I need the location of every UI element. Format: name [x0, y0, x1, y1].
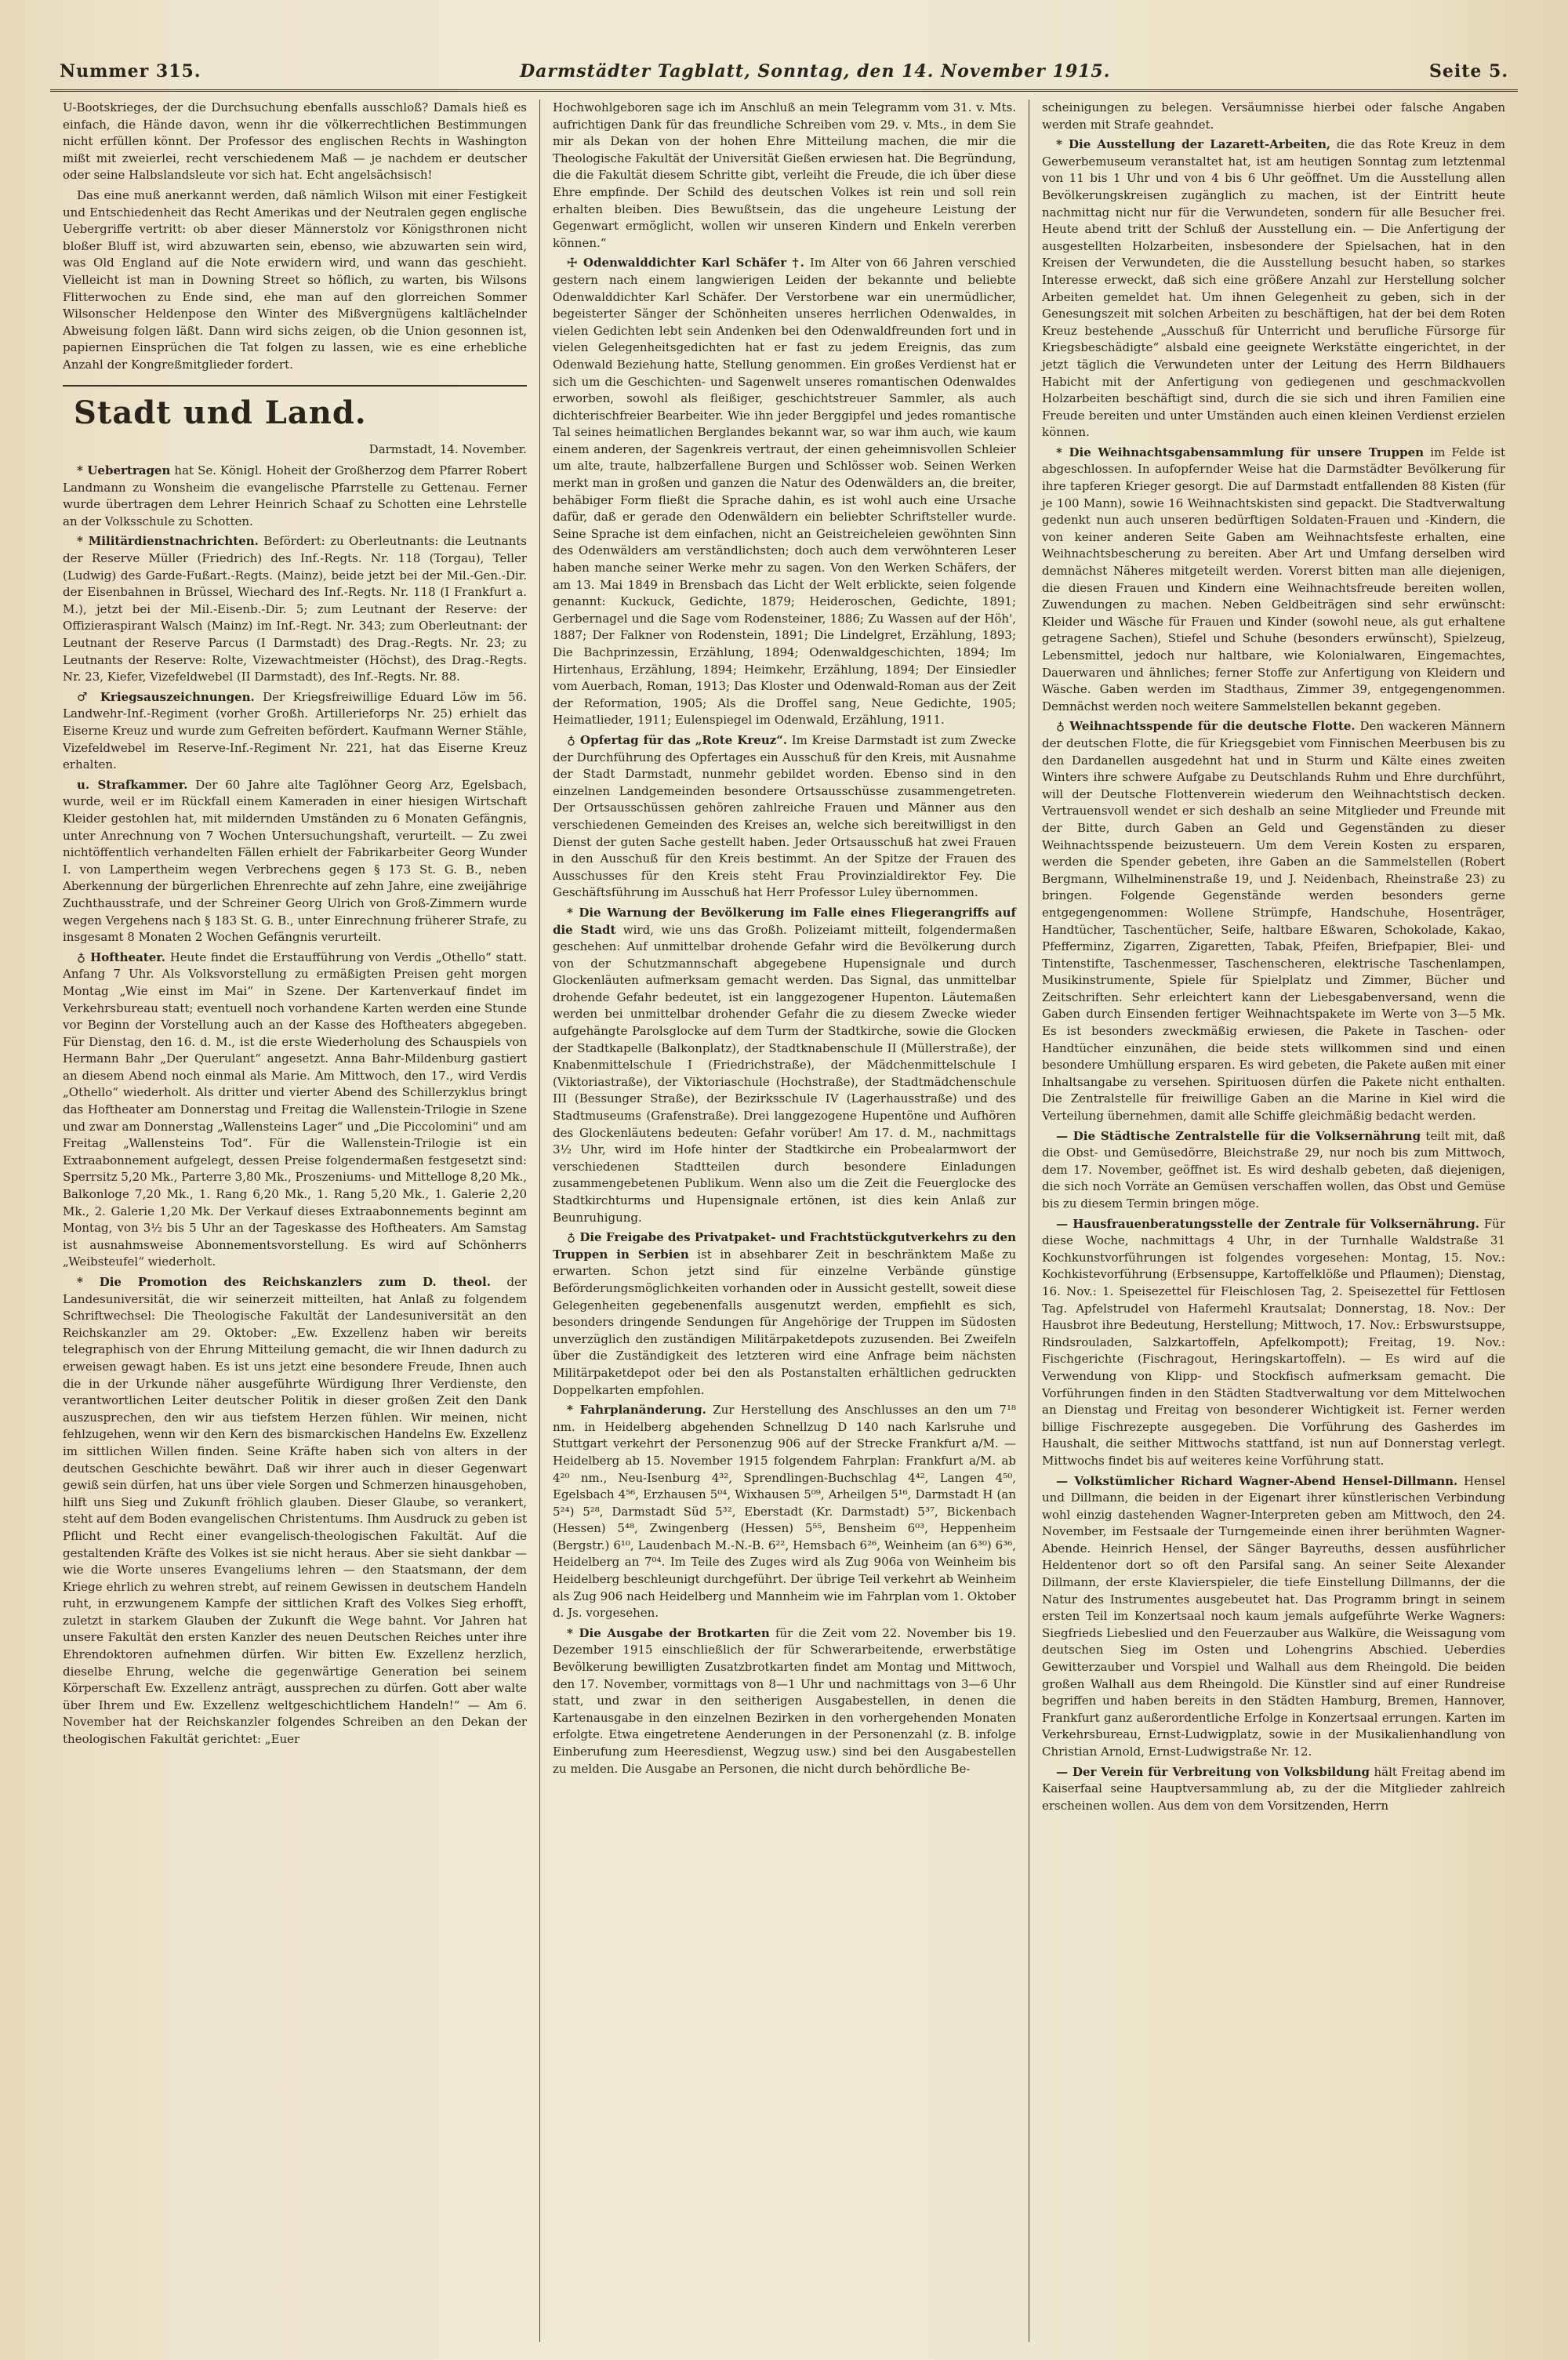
news-item [1042, 1216, 1505, 1470]
news-item [1042, 445, 1505, 716]
issue-number: Nummer 315. [60, 61, 201, 82]
item-text: im Felde ist abgeschlossen. In aufopfernder Weise hat die Darmstädter Bevölkerung für ihre tapferen Krieger gesorgt. Die auf Darmstadt entfallenden 88 Kisten (für je 100 Mann), sowie 16 Weihnachtskisten sind gepackt. Die Stadtverwaltung gedenkt nun auch unseren bedürftigen Soldaten-Frauen und -Kindern, die von keiner anderen Seite Gaben am Weihnachtsfeste erhalten, eine Weihnachtsbescherung zu bereiten. Aber Art und Umfang derselben wird demnächst Näheres mitgeteilt werden. Vorerst bitten man alle diejenigen, die diesen Frauen und Kindern eine Weihnachtsfreude bereiten wollen, Zuwendungen zu machen. Neben Geldbeiträgen sind sehr erwünscht: Kleider und Wäsche für Frauen und Kinder (sowohl neue, als gut erhaltene getragene Sachen), Stiefel und Schuhe (besonders erwünscht), Spielzeug, Lebensmittel, jedoch nur haltbare, wie Kolonialwaren, Eingemachtes, Dauerwaren und ähnliches; ferner Stoffe zur Anfertigung von Kleidern und Wäsche. Gaben werden im Stadthaus, Zimmer 39, entgegengenommen. Demnächst werden noch weitere Sammelstellen bekannt gegeben. [1042, 445, 1506, 713]
newspaper-title: Darmstädter Tagblatt, Sonntag, den 14. November 1915. [520, 61, 1111, 82]
item-heading: * Fahrplanänderung. [567, 1403, 706, 1418]
item-heading: — Volkstümlicher Richard Wagner-Abend Hensel-Dillmann. [1056, 1473, 1458, 1488]
item-text: teilt mit, daß die Obst- und Gemüsedörre, Bleichstraße 29, nur noch bis zum Mittwoch, dem 17. November, geöffnet ist. Es wird deshalb gebeten, daß diejenigen, die sich noch Vorräte an Gemüsen verschaffen wollen, das Obst und Gemüse bis zu diesem Termin bringen möge. [1042, 1128, 1506, 1211]
item-heading: ♁ Opfertag für das „Rote Kreuz“. [567, 732, 788, 747]
masthead [50, 61, 1518, 92]
item-text: Der Kriegsfreiwillige Eduard Löw im 56. Landwehr-Inf.-Regiment (vorher Großh. Artillerieforps Nr. 25) erhielt das Eiserne Kreuz und wurde zum Gefreiten befördert. Kaufmann Werner Stähle, Vizefeldwebel im Reserve-Inf.-Regiment Nr. 221, hat das Eiserne Kreuz erhalten. [63, 689, 528, 772]
item-text: hält Freitag abend im Kaiserfaal seine Hauptversammlung ab, zu der die Mitglieder zahlreich erscheinen wollen. Aus dem von dem Vorsitzenden, Herrn [1042, 1764, 1505, 1813]
news-item [553, 905, 1016, 1226]
news-item [1042, 1473, 1505, 1761]
item-text: ist in absehbarer Zeit in beschränktem Maße zu erwarten. Schon jetzt sind für einzelne Verbände günstige Beförderungsmöglichkeiten vorhanden oder in Aussicht gestellt, soweit diese Gelegenheiten gegebenenfalls ausgenutzt werden, empfiehlt es sich, besonders dringende Sendungen für Angehörige der Truppen im Südosten unverzüglich den zuständigen Militärpaketdepots zuzusenden. Bei Zweifeln über die Zuständigkeit des letzteren wird eine Anfrage beim nächsten Militärpaketdepot oder bei den als Postanstalten erhältlichen gedruckten Doppelkarten empfohlen. [553, 1247, 1016, 1397]
item-heading: * Die Warnung der Bevölkerung im Falle eines Fliegerangriffs auf die Stadt [553, 905, 1016, 937]
news-item [553, 255, 1016, 729]
dateline: Darmstadt, 14. November. [368, 441, 527, 456]
item-heading: — Hausfrauenberatungsstelle der Zentrale für Volksernährung. [1056, 1216, 1479, 1231]
news-item [63, 1274, 527, 1748]
news-item [63, 689, 527, 774]
article-paragraph: Das eine muß anerkannt werden, daß nämlich Wilson mit einer Festigkeit und Entschiedenheit das Recht Amerikas und der Neutralen gegen englische Uebergriffe vertritt: ob aber dieser Männerstolz vor Königsthronen nicht bloßer Bluff ist, wird abzuwarten sein, ebenso, wie abzuwarten sein wird, was Old England auf die Note erwidern wird, und wann das geschieht. Vielleicht ist man in Downing Street so höflich, zu warten, bis Wilsons Flitterwochen zu Ende sind, ehe man auf den glorreichen Sommer Wilsonscher Heldenpose den Winter des Mißvergnügens kaltlächelnder Abweisung folgen läßt. Dann wird sichs zeigen, ob die Union gesonnen ist, papiernen Einsprüchen die Tat folgen zu lassen, wie es eine erhebliche Anzahl der Kongreßmitglieder fordert. [63, 187, 527, 372]
item-text: Der 60 Jahre alte Taglöhner Georg Arz, Egelsbach, wurde, weil er im Rückfall einem Kameraden in einer hiesigen Wirtschaft Kleider gestohlen hat, mit mildernden Umständen zu 6 Monaten Gefängnis, unter Anrechnung von 7 Wochen Untersuchungshaft, verurteilt. — Zu zwei nichtöffentlich verhandelten Fällen erhielt der Fabrikarbeiter Georg Wunder I. von Lampertheim wegen Verbrechens gegen § 173 St. G. B., neben Aberkennung der bürgerlichen Ehrenrechte auf zehn Jahre, eine zweijährige Zuchthausstrafe, und der Schreiner Georg Ulrich von Groß-Zimmern wurde wegen Vergehens nach § 183 St. G. B., unter Einrechnung früherer Strafe, zu insgesamt 8 Monaten 2 Wochen Gefängnis verurteilt. [63, 777, 527, 945]
item-text: Den wackeren Männern der deutschen Flotte, die für Kriegsgebiet vom Finnischen Meerbusen bis zu den Dardanellen ausgedehnt hat und in Sturm und Kälte eines zweiten Winters ihre schwere Aufgabe zu Deutschlands Ruhm und Ehre durchführt, will der Deutsche Flottenverein wiederum den Weihnachtstisch decken. Vertrauensvoll wendet er sich deshalb an seine Mitglieder und Freunde mit der Bitte, durch Gaben an Geld und Gegenständen zu dieser Weihnachtsspende beizusteuern. Um dem Verein Kosten zu ersparen, werden die Spender gebeten, ihre Gaben an die Sammelstellen (Robert Bergmann, Wilhelminenstraße 19, und J. Neidenbach, Rheinstraße 23) zu bringen. Folgende Gegenstände werden besonders gerne entgegengenommen: Wollene Strümpfe, Handschuhe, Hosenträger, Handtücher, Taschentücher, Seife, haltbare Eßwaren, Schokolade, Kakao, Pfefferminz, Zigarren, Zigaretten, Tabak, Pfeifen, Briefpapier, Blei- und Tintenstifte, Taschenmesser, Taschenscheren, elektrische Taschenlampen, Musikinstrumente, Spiele für Spielplatz und Zimmer, Bücher und Zeitschriften. Sehr erleichtert kann der Liebesgabenversand, wenn die Gaben durch Einsenden fertiger Weihnachtspakete im Werte von 3—5 Mk. Es ist besonders zweckmäßig erwiesen, die Pakete in Taschen- oder Handtücher einzunähen, die beide stets willkommen sind und einen besondere Umhüllung ersparen. Es wird gebeten, die Pakete außen mit einer Inhaltsangabe zu versehen. Spirituosen dürfen die Pakete nicht enthalten. Die Zentralstelle für freiwillige Gaben an die Marine in Kiel wird die Verteilung übernehmen, damit alle Schiffe gleichmäßig bedacht werden. [1042, 719, 1505, 1124]
item-heading: — Die Städtische Zentralstelle für die Volksernährung [1056, 1128, 1421, 1143]
item-text: Befördert: zu Oberleutnants: die Leutnants der Reserve Müller (Friedrich) des Inf.-Regts. Nr. 118 (Torgau), Teller (Ludwig) des Garde-Fußart.-Regts. (Mainz), beide jetzt bei der Mil.-Gen.-Dir. der Eisenbahnen in Brüssel, Wiechard des Inf.-Regts. Nr. 118 (I Frankfurt a. M.), jetzt bei der Mil.-Eisenb.-Dir. 5; zum Leutnant der Reserve: der Offizieraspirant Walsch (Mainz) im Inf.-Regt. Nr. 343; zum Oberleutnant: der Leutnant der Reserve Parcus (I Darmstadt) des Drag.-Regts. Nr. 23; zu Leutnants der Reserve: Rolte, Vizewachtmeister (Höchst), des Drag.-Regts. Nr. 23, Kiefer, Vizefeldwebel (II Darmstadt), des Inf.-Regts. Nr. 88. [63, 534, 527, 684]
item-text: wird, wie uns das Großh. Polizeiamt mitteilt, folgendermaßen geschehen: Auf unmittelbar drohende Gefahr wird die Bevölkerung durch von der Schutzmannschaft abgegebene Hupensignale und durch Glockenläuten aufmerksam gemacht werden. Das Signal, das unmittelbar drohende Gefahr bedeutet, ist ein langgezogener Hupenton. Läutemaßen werden bei unmittelbar drohender Gefahr die zu diesem Zwecke wieder aufgehängte Parolsglocke auf dem Turm der Stadtkirche, sowie die Glocken der Stadtkapelle (Balkonplatz), der Stadtknabenschule II (Müllerstraße), der Knabenmittelschule I (Friedrichstraße), der Mädchenmittelschule I (Viktoriastraße), der Viktoriaschule (Hochstraße), der Stadtmädchenschule III (Bessunger Straße), der Bezirksschule IV (Lagerhausstraße) und des Stadtmuseums (Grafenstraße). Drei langgezogene Hupentöne und Aufhören des Glockenläutens bedeuten: Gefahr vorüber! Am 17. d. M., nachmittags 3½ Uhr, wird im Hofe hinter der Stadtkirche ein Probealarmwort der verschiedenen Stadtteilen durch besondere Einladungen zusammengebetenen Publikum. Wenn also um die Zeit die Feuerglocke des Stadtkirchturms und Hupensignale ertönen, ist dies kein Anlaß zur Beunruhigung. [553, 922, 1016, 1225]
item-heading: ☩ Odenwalddichter Karl Schäfer †. [567, 256, 804, 270]
item-text: für die Zeit vom 22. November bis 19. Dezember 1915 einschließlich der für Schwerarbeitende, erwerbstätige Bevölkerung bewilligten Zusatzbrotkarten findet am Montag und Mittwoch, den 17. November, vormittags von 8—1 Uhr und nachmittags von 3—6 Uhr statt, und zwar in den seitherigen Ausgabestellen, in denen die Kartenausgabe in den einzelnen Bezirken in den vorhergehenden Monaten erfolgte. Etwa eingetretene Aenderungen in der Personenzahl (z. B. infolge Einberufung zum Heeresdienst, Wegzug usw.) sind bei den Ausgabestellen zu melden. Die Ausgabe an Personen, die nicht durch behördliche Be- [553, 1625, 1017, 1776]
item-heading: ♁ Weihnachtsspende für die deutsche Flotte. [1056, 719, 1356, 734]
news-item [553, 732, 1016, 902]
news-item [63, 777, 527, 946]
item-text: hat Se. Königl. Hoheit der Großherzog dem Pfarrer Robert Landmann zu Wonsheim die evangelische Pfarrstelle zu Gettenau. Ferner wurde übertragen dem Lehrer Heinrich Schaaf zu Schotten eine Lehrstelle an der Volksschule zu Schotten. [63, 463, 527, 528]
article-paragraph: Hochwohlgeboren sage ich im Anschluß an mein Telegramm vom 31. v. Mts. aufrichtigen Dank für das freundliche Schreiben vom 29. v. Mts., in dem Sie mir als Dekan von der hohen Ehre Mitteilung machen, die mir die Theologische Fakultät der Universität Gießen erwiesen hat. Die Begründung, die die Fakultät diesem Schritte gibt, verleiht die Freude, die ich über diese Ehre empfinde. Der Schild des deutschen Volkes ist rein und soll rein erhalten bleiben. Dies Bewußtsein, das die ungeheure Leistung der Gegenwart ermöglicht, wollen wir unseren Kindern und Enkeln vererben können.“ [553, 100, 1016, 250]
news-item [63, 949, 527, 1271]
news-item [1042, 136, 1505, 441]
news-item [553, 1625, 1016, 1777]
item-text: der Landesuniversität, die wir seinerzeit mitteilten, hat Anlaß zu folgendem Schriftwechsel: Die Theologische Fakultät der Landesuniversität an den Reichskanzler am 29. Oktober: „Ew. Exzellenz haben wir bereits telegraphisch von der Ehrung Mitteilung gemacht, die wir Ihnen dadurch zu erweisen gewagt haben. Es ist uns jetzt eine besondere Freude, Ihnen auch die in der Urkunde näher ausgeführte Würdigung Ihrer Verdienste, den verantwortlichen Leiter deutscher Politik in dieser großen Zeit den Dank auszusprechen, den wir aus tiefstem Herzen fühlen. Wir meinen, nicht fehlzugehen, wenn wir den Kern des bismarckischen Handelns Ew. Exzellenz im sittlichen Willen finden. Seine Kräfte haben sich von alters in der deutschen Geschichte bewährt. Daß wir ihrer auch in dieser Gegenwart gewiß sein dürfen, hat uns über viele Sorgen und Schmerzen hinausgehoben, hilft uns Sieg und Zukunft fröhlich glauben. Dieser Glaube, so verankert, steht auf dem Boden evangelischen Christentums. Ihm Ausdruck zu geben ist Pflicht und Recht einer evangelisch-theologischen Fakultät. Auf die gestaltenden Kräfte des Volkes ist sie nicht heraus. Aber sie sieht dankbar — wie die Worte unseres Evangeliums lehren — den Staatsmann, der dem Kriege ehrlich zu wehren strebt, auf reinem Gewissen in deutschem Handeln ruht, in erzwungenem Kampfe der sittlichen Kraft des Volkes Sieg erhofft, zuletzt in starkem Glauben der Zukunft die Wege bahnt. Vor Jahren hat unsere Fakultät den ersten Kanzler des neuen Deutschen Reiches unter ihre Ehrendoktoren aufnehmen dürfen. Wir bitten Ew. Exzellenz herzlich, dieselbe Ehrung, welche die gegenwärtige Generation bei seinem Körperschaft Ew. Exzellenz anträgt, aussprechen zu dürfen. Gott aber walte über Ihrem und Ew. Exzellenz weltgeschichtlichem Handeln!“ — Am 6. November hat der Reichskanzler folgendes Schreiben an den Dekan der theologischen Fakultät gerichtet: „Euer [63, 1275, 528, 1747]
news-item [553, 1229, 1016, 1399]
news-item [63, 463, 527, 530]
news-item [1042, 1764, 1505, 1815]
news-item [63, 533, 527, 685]
news-item [553, 1402, 1016, 1622]
column-1 [50, 100, 539, 2342]
item-text: Heute findet die Erstaufführung von Verdis „Othello“ statt. Anfang 7 Uhr. Als Volksvorstellung zu ermäßigten Preisen geht morgen Montag „Wie einst im Mai“ in Szene. Der Kartenverkauf findet im Verkehrsbureau statt; eventuell noch vorhandene Karten werden eine Stunde vor Beginn der Vorstellung auch an der Kasse des Hoftheaters abgegeben. Für Dienstag, den 16. d. M., ist die erste Wiederholung des Schauspiels von Hermann Bahr „Der Querulant“ angesetzt. Anna Bahr-Mildenburg gastiert an diesem Abend noch einmal als Marie. Am Mittwoch, den 17., wird Verdis „Othello“ wiederholt. Als dritter und vierter Abend des Schillerzyklus bringt das Hoftheater am Donnerstag und Freitag die Wallenstein-Trilogie in Szene und zwar am Donnerstag „Wallensteins Lager“ und „Die Piccolomini“ und am Freitag „Wallensteins Tod“. Für die Wallenstein-Trilogie ist ein Extraabonnement aufgelegt, dessen Preise folgendermaßen festgesetzt sind: Sperrsitz 5,20 Mk., Parterre 3,80 Mk., Proszeniums- und Mittelloge 8,20 Mk., Balkonloge 7,20 Mk., 1. Rang 6,20 Mk., 1. Rang 5,20 Mk., 1. Galerie 2,20 Mk., 2. Galerie 1,20 Mk. Der Verkauf dieses Extraabonnements beginnt am Montag, von 3½ bis 5 Uhr an der Tageskasse des Hoftheaters. Am Samstag ist ausnahmsweise Abonnementsvorstellung. Es wird auf Schönherrs „Weibsteufel“ wiederholt. [63, 949, 528, 1269]
news-item [1042, 1128, 1505, 1213]
item-heading: ♂ Kriegsauszeichnungen. [77, 689, 255, 704]
article-paragraph: U-Bootskrieges, der die Durchsuchung ebenfalls ausschloß? Damals hieß es einfach, die Hände davon, wenn ihr die völkerrechtlichen Bestimmungen nicht erfüllen könnt. Der Professor des englischen Rechts in Washington mißt mit zweierlei, recht verschiedenem Maß — je nachdem er deutscher oder seine Halbslandsleute vor sich hat. Echt angelsächsisch! [63, 100, 527, 183]
item-text: Im Alter von 66 Jahren verschied gestern nach einem langwierigen Leiden der bekannte und beliebte Odenwalddichter Karl Schäfer. Der Verstorbene war ein unermüdlicher, begeisterter Sänger der Schönheiten unseres herrlichen Odenwaldes, in vielen Gedichten lebt sein Andenken bei den Odenwaldfreunden fort und in vielen Gelegenheitsgedichten hat er fast zu jedem Ereignis, das zum Odenwald Beziehung hatte, Stellung genommen. Ein großes Verdienst hat er sich um die Geschichten- und Sagenwelt unseres romantischen Odenwaldes erworben, sowohl als fleißiger, geschichtstreuer Sammler, als auch dichterischfreier Bearbeiter. Wie ihn jeder Berggipfel und jedes romantische Tal seines heimatlichen Berglandes bekannt war, so war ihm auch, wie kaum einem anderen, der Sagenkreis vertraut, der einen geheimnisvollen Schleier um alte, traute, halbzerfallene Burgen und Schlösser wob. Seinen Werken merkt man in großen und ganzen die Natur des Odenwälders an, die breiter, behäbiger Form fließt die Sprache dahin, es ist wohl auch eine Ursache dafür, daß er gerade den Odenwäldern ein beliebter Schriftsteller wurde. Seine Sprache ist dem einfachen, nicht an Geistreicheleien gewöhnten Sinn des Odenwälders am verständlichsten; doch auch dem verwöhnteren Leser haben manche seiner Werke mehr zu sagen. Von den Werken Schäfers, der am 13. Mai 1849 in Brensbach das Licht der Welt erblickte, seien folgende genannt: Kuckuck, Gedichte, 1879; Heideroschen, Gedichte, 1891; Gerbernagel und die Sage vom Rodensteiner, 1886; Zu Wassen auf der Höh', 1887; Der Falkner von Rodenstein, 1891; Die Lindelgret, Erzählung, 1893; Die Bachprinzessin, Erzählung, 1894; Odenwaldgeschichten, 1894; Im Hirtenhaus, Erzählung, 1894; Heimkehr, Erzählung, 1894; Der Einsiedler vom Auerbach, Roman, 1913; Das Kloster und Odenwald-Roman aus der Zeit der Reformation, 1905; Als die Droffel sang, Neue Gedichte, 1905; Heimatlieder, 1911; Eulenspiegel im Odenwald, Erzählung, 1911. [553, 256, 1016, 728]
item-text: die das Rote Kreuz in dem Gewerbemuseum veranstaltet hat, ist am heutigen Sonntag zum letztenmal von 11 bis 1 Uhr und von 4 bis 6 Uhr geöffnet. Um die Ausstellung allen Bevölkerungskreisen zugänglich zu machen, ist der Eintritt heute nachmittag nicht nur für die Verwundeten, sondern für alle Besucher frei. Heute abend tritt der Schluß der Ausstellung ein. — Die Anfertigung der ausgestellten Holzarbeiten, insbesondere der Spielsachen, hat in den Kreisen der Verwundeten, die die Ausstellung besucht haben, so starkes Interesse erweckt, daß sich eine größere Anzahl zur Herstellung solcher Arbeiten gemeldet hat. Um ihnen Gelegenheit zu geben, sich in der Genesungszeit mit solchen Arbeiten zu beschäftigen, hat der bei dem Roten Kreuz bestehende „Ausschuß für Unterricht und berufliche Fürsorge für Kriegsbeschädigte“ alsbald eine geeignete Werkstätte eingerichtet, in der jetzt täglich die Verwundeten unter der Leitung des Herrn Bildhauers Habicht mit der Anfertigung von gediegenen und geschmackvollen Holzarbeiten beschäftigt sind, durch die sie sich und ihren Familien eine Freude bereiten und unter Umständen auch einen kleinen Verdienst erzielen können. [1042, 137, 1505, 440]
divider [63, 385, 527, 387]
item-text: Im Kreise Darmstadt ist zum Zwecke der Durchführung des Opfertages ein Ausschuß für den Kreis, mit Ausnahme der Stadt Darmstadt, nunmehr gebildet worden. Ebenso sind in den einzelnen Landgemeinden besondere Ortsausschüsse zusammengetreten. Der Ortsausschüssen gehören zahlreiche Frauen und Männer aus den verschiedenen Gemeinden des Kreises an, welche sich bereitwilligst in den Dienst der guten Sache gestellt haben. Jeder Ortsausschuß hat zwei Frauen in den Ausschuß für den Kreis bestimmt. An der Spitze der Frauen des Ausschusses für den Kreis steht Frau Provinzialdirektor Fey. Die Geschäftsführung im Ausschuß hat Herr Professor Luley übernommen. [553, 732, 1016, 900]
item-heading: ♁ Hoftheater. [77, 949, 166, 964]
page-number: Seite 5. [1428, 61, 1508, 82]
column-2 [539, 100, 1029, 2342]
column-3 [1029, 100, 1518, 2342]
item-heading: u. Strafkammer. [77, 777, 188, 792]
item-heading: ♁ Die Freigabe des Privatpaket- und Frachtstückgutverkehrs zu den Truppen in Serbien [553, 1230, 1016, 1262]
news-item [1042, 718, 1505, 1124]
item-heading: * Die Ausgabe der Brotkarten [567, 1625, 770, 1640]
item-heading: * Die Ausstellung der Lazarett-Arbeiten, [1056, 137, 1331, 152]
item-heading: * Uebertragen [77, 463, 171, 478]
item-heading: * Die Weihnachtsgabensammlung für unsere Truppen [1056, 445, 1425, 459]
item-text: Zur Herstellung des Anschlusses an den um 7¹⁸ nm. in Heidelberg abgehenden Schnellzug D 140 nach Karlsruhe und Stuttgart verkehrt der Personenzug 906 auf der Strecke Frankfurt a/M. — Heidelberg ab 15. November 1915 folgendem Fahrplan: Frankfurt a/M. ab 4²⁰ nm., Neu-Isenburg 4³², Sprendlingen-Buchschlag 4⁴², Langen 4⁵⁰, Egelsbach 4⁵⁶, Erzhausen 5⁰⁴, Wixhausen 5⁰⁹, Arheilgen 5¹⁶, Darmstadt H (an 5²⁴) 5²⁸, Darmstadt Süd 5³², Eberstadt (Kr. Darmstadt) 5³⁷, Bickenbach (Hessen) 5⁴⁸, Zwingenberg (Hessen) 5⁵⁵, Bensheim 6⁰³, Heppenheim (Bergstr.) 6¹⁰, Laudenbach M.-N.-B. 6²², Hemsbach 6²⁶, Weinheim (an 6³⁰) 6³⁶, Heidelberg an 7⁰⁴. Im Teile des Zuges wird als Zug 906a von Weinheim bis Heidelberg beschleunigt durchgeführt. Der übrige Teil verkehrt ab Weinheim als Zug 906 nach Heidelberg und Mannheim wie im Fahrplan vom 1. Oktober d. Js. vorgesehen. [553, 1403, 1016, 1621]
columns [50, 100, 1518, 2342]
item-heading: * Militärdienstnachrichten. [77, 534, 259, 549]
item-text: Für diese Woche, nachmittags 4 Uhr, in der Turnhalle Waldstraße 31 Kochkunstvorführungen ist folgendes vorgesehen: Montag, 15. Nov.: Kochkistevorführung (Erbsensuppe, Kartoffelklöße und Pflaumen); Dienstag, 16. Nov.: 1. Speisezettel für Fleischlosen Tag, 2. Speisezettel für Fettlosen Tag. Apfelstrudel von Hafermehl Krautsalat; Donnerstag, 18. Nov.: Der Hausbrot ihre Bedeutung, Herstellung; Mittwoch, 17. Nov.: Erbswurstsuppe, Rindsrouladen, Salzkartoffeln, Apfelkompott); Freitag, 19. Nov.: Fischgerichte (Fischragout, Heringskartoffeln). — Es wird auf die Verwendung von Klipp- und Stockfisch aufmerksam gemacht. Die Vorführungen finden in den Städten Stadtverwaltung vor dem Mittelwochen an Dienstag und Freitag von besonderer Wichtigkeit ist. Ferner werden billige Fischrezepte ausgegeben. Die Vorführung des Gasherdes im Haushalt, die seither Mittwochs stattfand, ist nun auf Donnerstag verlegt. Mittwochs findet bis auf weiteres keine Vorführung statt. [1042, 1216, 1505, 1468]
item-text: Hensel und Dillmann, die beiden in der Eigenart ihrer künstlerischen Verbindung wohl einzig dastehenden Wagner-Interpreten geben am Mittwoch, den 24. November, im Festsaale der Turngemeinde einen ihrer berühmten Wagner-Abende. Heinrich Hensel, der Sänger Bayreuths, dessen ausführlicher Heldentenor dort so oft den Parsifal sang. An seiner Seite Alexander Dillmann, der erste Klavierspieler, die tiefe Einstellung Dillmanns, der die Natur des Instrumentes ausgebeutet hat. Das Programm bringt in seinem ersten Teil im Konzertsaal noch kaum jemals aufgeführte Werke Wagners: Siegfrieds Liebeslied und den Feuerzauber aus Walküre, die Weissagung vom deutschen Sieg im Osten und Lohengrins Abschied. Ueberdies Gewitterzauber und Vorspiel und Walhall aus dem Rheingold. Die beiden großen Walhall aus dem Rheingold. Die Künstler sind auf einer Rundreise begriffen und haben bereits in den Städten Hamburg, Bremen, Hannover, Frankfurt ganz außerordentliche Erfolge in Konzertsaal errungen. Karten im Verkehrsbureau, Ernst-Ludwigplatz, sowie in der Musikalienhandlung von Christian Arnold, Ernst-Ludwigstraße Nr. 12. [1042, 1473, 1505, 1759]
item-heading: * Die Promotion des Reichskanzlers zum D. theol. [77, 1275, 491, 1289]
section-title: Stadt und Land. [74, 394, 367, 431]
item-heading: — Der Verein für Verbreitung von Volksbildung [1056, 1764, 1370, 1779]
article-paragraph: scheinigungen zu belegen. Versäumnisse hierbei oder falsche Angaben werden mit Strafe geahndet. [1042, 100, 1505, 132]
